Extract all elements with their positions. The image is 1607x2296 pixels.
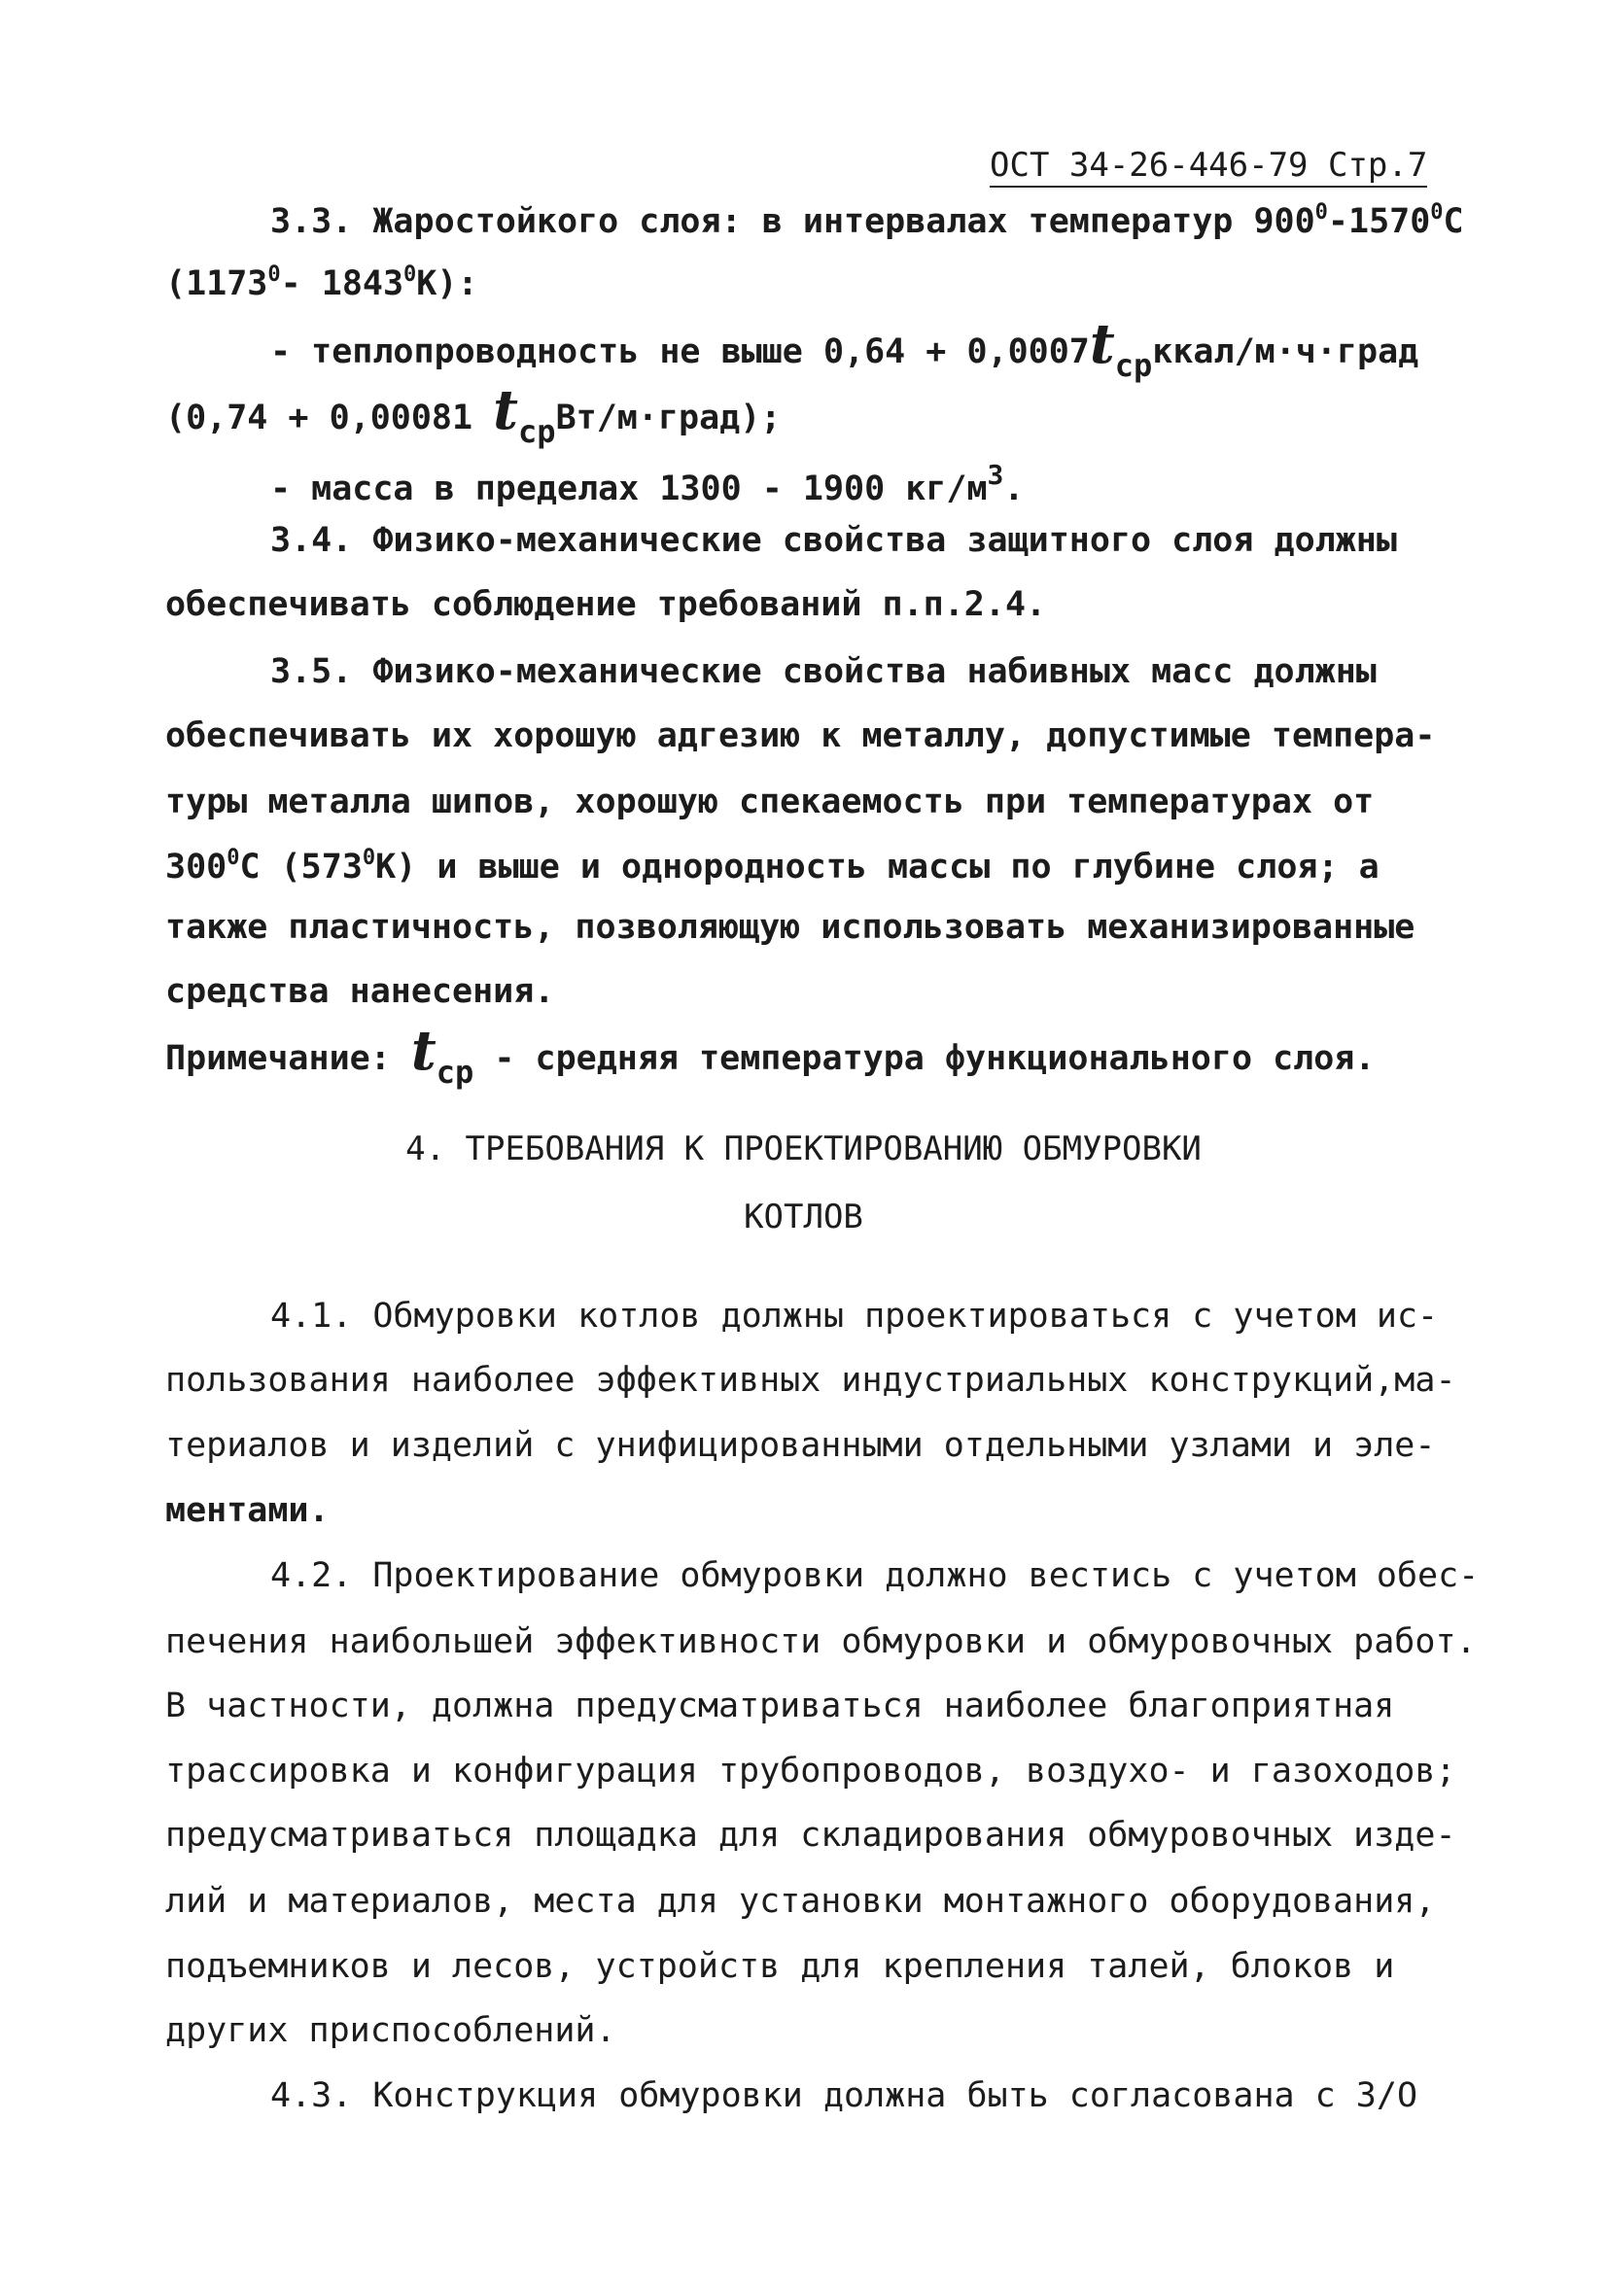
superscript: 0 [1430, 200, 1444, 225]
text: - 1843 [280, 264, 404, 303]
s41-line-4: ментами. [165, 1491, 330, 1530]
temperature-symbol: t [1089, 312, 1115, 376]
s35-line-6: средства нанесения. [165, 972, 555, 1011]
s34-line-2: обеспечивать соблюдение требований п.п.2.4. [165, 585, 1047, 624]
section-title-line-1: 4. ТРЕБОВАНИЯ К ПРОЕКТИРОВАНИЮ ОБМУРОВКИ [405, 1130, 1202, 1168]
text: - теплопроводность не выше 0,64 + 0,0007 [270, 332, 1090, 371]
temperature-symbol: t [410, 1019, 437, 1083]
text: 3.3. Жаростойкого слоя: в интервалах температур 900 [270, 202, 1315, 241]
text: -1570 [1327, 202, 1431, 241]
s35-line-1: 3.5. Физико-механические свойства набивных масс должны [270, 652, 1377, 691]
s41-line-2: пользования наиболее эффективных индустриальных конструкций,ма- [165, 1361, 1456, 1400]
s35-line-4 [165, 848, 1380, 885]
text: . [1003, 470, 1025, 508]
note-line [165, 1019, 1376, 1091]
s33-line-3 [270, 312, 1419, 384]
s43-line-1: 4.3. Конструкция обмуровки должна быть согласована с З/О [270, 2076, 1418, 2115]
subscript: ср [1114, 347, 1153, 384]
s33-line-4 [165, 378, 782, 450]
text: (0,74 + 0,00081 [165, 399, 473, 437]
text: К): [416, 264, 478, 303]
text: С (573 [239, 848, 363, 887]
s42-line-2: печения наибольшей эффективности обмуровки и обмуровочных работ. [165, 1622, 1477, 1661]
s42-line-3: В частности, должна предусматриваться наиболее благоприятная [165, 1687, 1395, 1725]
s42-line-7: подъемников и лесов, устройств для крепления талей, блоков и [165, 1947, 1395, 1986]
s33-line-1 [270, 202, 1464, 239]
unit-text: Вт/м·град); [555, 399, 782, 437]
s33-line-5 [270, 459, 1025, 508]
superscript: 0 [362, 846, 376, 870]
s35-line-5: также пластичность, позволяющую использовать механизированные [165, 908, 1415, 947]
text: 300 [165, 848, 227, 887]
s42-line-5: предусматриваться площадка для складирования обмуровочных изде- [165, 1816, 1456, 1855]
s42-line-1: 4.2. Проектирование обмуровки должно вестись с учетом обес- [270, 1556, 1480, 1595]
note-text: - средняя температура функционального слоя. [494, 1039, 1376, 1078]
superscript: 0 [1314, 200, 1328, 225]
text: - масса в пределах 1300 - 1900 кг/м [270, 470, 988, 508]
s42-line-4: трассировка и конфигурация трубопроводов, воздухо- и газоходов; [165, 1752, 1456, 1791]
superscript: 0 [227, 846, 240, 870]
s35-line-2: обеспечивать их хорошую адгезию к металлу, допустимые темпера- [165, 716, 1436, 755]
subscript: ср [436, 1054, 474, 1091]
text: (1173 [165, 264, 268, 303]
text: К) и выше и однородность массы по глубине слоя; а [375, 848, 1380, 887]
superscript: 0 [403, 262, 417, 287]
text: С [1443, 202, 1464, 241]
s35-line-3: туры металла шипов, хорошую спекаемость при температурах от [165, 783, 1375, 821]
superscript: 3 [987, 459, 1004, 491]
s42-line-6: лий и материалов, места для установки монтажного оборудования, [165, 1882, 1436, 1921]
subscript: ср [518, 413, 556, 450]
unit-text: ккал/м·ч·град [1152, 332, 1419, 371]
s41-line-3: териалов и изделий с унифицированными отдельными узлами и эле- [165, 1426, 1436, 1465]
page-header: ОСТ 34-26-446-79 Стр.7 [990, 146, 1427, 188]
s33-line-2 [165, 264, 478, 301]
section-title-line-2: КОТЛОВ [744, 1198, 863, 1236]
s42-line-8: других приспособлений. [165, 2011, 616, 2050]
s34-line-1: 3.4. Физико-механические свойства защитного слоя должны [270, 521, 1397, 560]
superscript: 0 [267, 262, 281, 287]
s41-line-1: 4.1. Обмуровки котлов должны проектироваться с учетом ис- [270, 1297, 1439, 1336]
note-label: Примечание: [165, 1039, 391, 1078]
temperature-symbol: t [493, 378, 519, 442]
